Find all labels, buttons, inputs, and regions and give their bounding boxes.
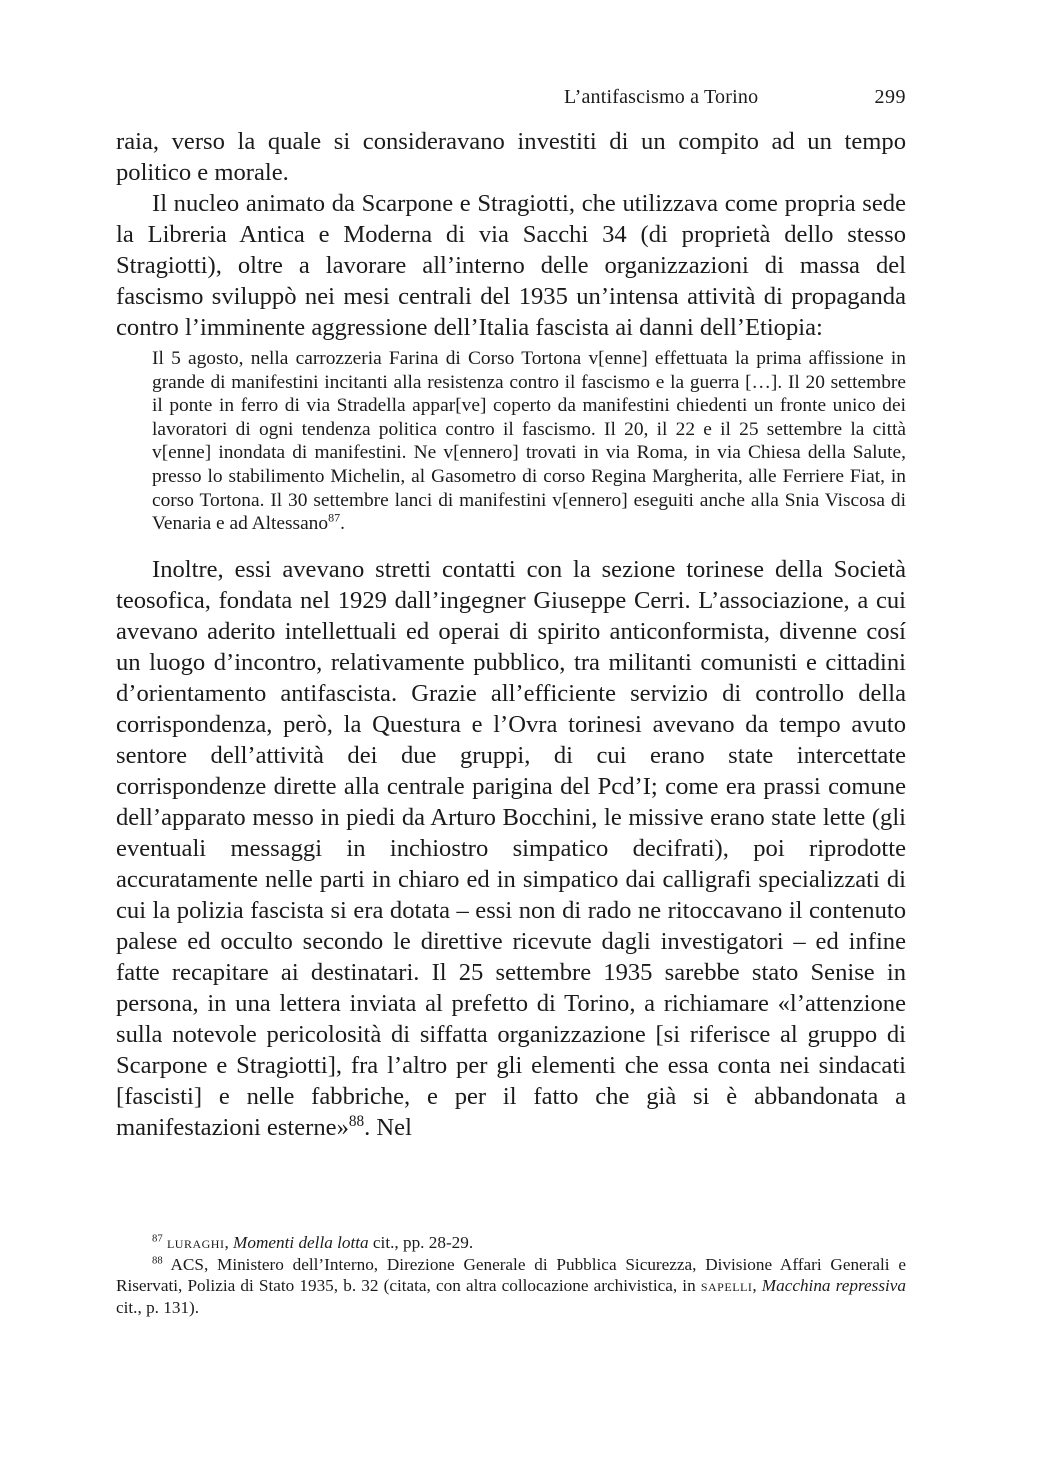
footnote-mark-88: 88: [152, 1254, 163, 1266]
paragraph-inoltre-end: . Nel: [364, 1113, 412, 1141]
body-text: [116, 126, 906, 1143]
footnote-88: [116, 1254, 906, 1319]
block-quote-wrap: [116, 347, 906, 536]
paragraph-nucleo: Il nucleo animato da Scarpone e Stragiotti, che utilizzava come propria sede la Libreria Antica e Moderna di via Sacchi 34 (di proprietà dello stesso Stragiotti), oltre a lavorare all’interno delle organizzazioni di massa del fascismo sviluppò nei mesi centrali del 1935 un’intensa attività di propaganda contro l’imminente aggressione dell’Italia fascista ai danni dell’Etiopia:: [116, 190, 906, 341]
footnote-88-rest: cit., p. 131).: [116, 1297, 200, 1317]
footnote-87-sep: ,: [224, 1233, 234, 1252]
footnote-88-sep: ,: [752, 1276, 762, 1295]
block-quote-text: Il 5 agosto, nella carrozzeria Farina di Corso Tortona v[enne] effettuata la prima affissione in grande di manifestini incitanti alla resistenza contro il fascismo e la guerra […]. Il 20 settembre il ponte in ferro di via Stradella appar[ve] coperto da manifestini chiedenti un fronte unico dei lavoratori di ogni tendenza politica contro il fascismo. Il 20, il 22 e il 25 settembre la città v[enne] inondata di manifestini. Ne v[ennero] trovati in via Roma, in via Chiesa della Salute, presso lo stabilimento Michelin, al Gasometro di corso Regina Margherita, alle Ferriere Fiat, in corso Tortona. Il 30 settembre lanci di manifestini v[ennero] eseguiti anche alla Snia Viscosa di Venaria e ad Altessano: [152, 348, 906, 535]
footnote-87: [116, 1232, 906, 1254]
footnote-88-title: Macchina repressiva: [761, 1276, 907, 1295]
page-number: 299: [874, 86, 906, 108]
footnote-ref-88[interactable]: 88: [348, 1112, 365, 1130]
paragraph-inoltre-text: Inoltre, essi avevano stretti contatti con la sezione torinese della Società teosofica, fondata nel 1929 dall’ingegner Giuseppe Cerri. L’associazione, a cui avevano aderito intellettuali ed operai di spirito anticonformista, divenne cosí un luogo d’incontro, relativamente pubblico, tra militanti comunisti e cittadini d’orientamento antifascista. Grazie all’efficiente servizio di controllo della corrispondenza, però, la Questura e l’Ovra torinesi avevano da tempo avuto sentore dell’attività dei due gruppi, di cui erano state intercettate corrispondenze dirette alla centrale parigina del Pcd’I; come era prassi comune dell’apparato messo in piedi da Arturo Bocchini, le missive erano state lette (gli eventuali messaggi in inchiostro simpatico decifrati), poi riprodotte accuratamente nelle parti in chiaro ed in simpatico dai calligrafi specializzati di cui la polizia fascista si era dotata – essi non di rado ne ritoccavano il contenuto palese ed occulto secondo le direttive ricevute dagli investigatori – ed infine fatte recapitare ai destinatari. Il 25 settembre 1935 sarebbe stato Senise in persona, in una lettera inviata al prefetto di Torino, a richiamare «l’attenzione sulla notevole pericolosità di siffatta organizzazione [si riferisce al gruppo di Scarpone e Stragiotti], fra l’altro per gli elementi che essa conta nei sindacati [fascisti] e nelle fabbriche, e per il fatto che già si è abbandonata a manifestazioni esterne»: [116, 555, 906, 1141]
block-quote: [152, 347, 906, 536]
footnote-mark-87: 87: [152, 1233, 163, 1245]
footnote-ref-87[interactable]: 87: [328, 510, 341, 525]
footnote-88-author: sapelli: [700, 1276, 753, 1295]
footnote-88-text: ACS, Ministero dell’Interno, Direzione Generale di Pubblica Sicurezza, Divisione Affari Generali e Riservati, Polizia di Stato 1935, b. 32 (citata, con altra collocazione archivistica, in: [116, 1254, 906, 1295]
paragraph-continuation: raia, verso la quale si consideravano investiti di un compito ad un tempo politico e morale.: [116, 128, 906, 186]
paragraph-inoltre: [116, 554, 906, 1143]
footnote-87-rest: cit., pp. 28-29.: [368, 1233, 474, 1252]
running-head: [116, 82, 906, 112]
footnotes: [116, 1232, 906, 1318]
footnote-87-author: luraghi: [166, 1233, 225, 1252]
footnote-87-title: Momenti della lotta: [233, 1233, 369, 1252]
running-title: L’antifascismo a Torino: [564, 86, 759, 108]
page: [116, 82, 906, 1143]
block-quote-end: .: [340, 513, 345, 535]
